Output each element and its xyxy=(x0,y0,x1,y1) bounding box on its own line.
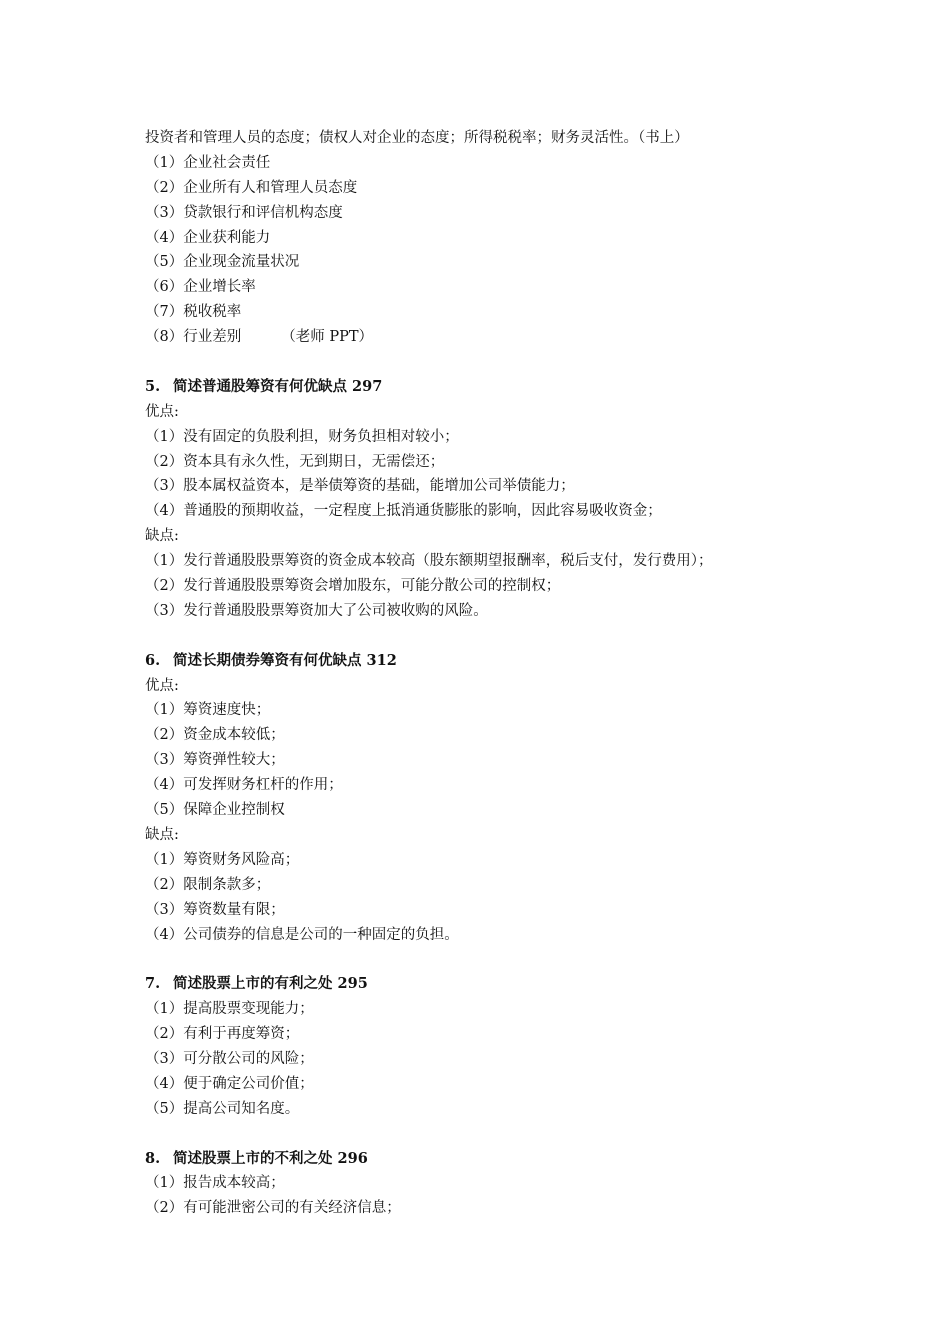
list-item: （3）筹资数量有限； xyxy=(145,901,285,918)
intro-line: 投资者和管理人员的态度；债权人对企业的态度；所得税税率；财务灵活性。（书上） xyxy=(145,130,689,146)
list-item: （6）企业增长率 xyxy=(145,279,256,296)
list-item: （7）税收税率 xyxy=(145,304,242,321)
list-item: （5）保障企业控制权 xyxy=(145,802,285,819)
list-item xyxy=(145,325,845,350)
list-item: （3）可分散公司的风险； xyxy=(145,1050,314,1067)
section-number: 8. xyxy=(145,1149,161,1167)
list-item: （1）报告成本较高； xyxy=(145,1175,285,1192)
document-page xyxy=(145,126,845,1221)
section-title: 简述股票上市的不利之处 296 xyxy=(173,1149,368,1167)
list-item: （2）有利于再度筹资； xyxy=(145,1026,300,1043)
cons-label: 缺点: xyxy=(145,528,179,545)
list-item-text: （8）行业差别 xyxy=(145,329,242,346)
list-item: （2）有可能泄密公司的有关经济信息； xyxy=(145,1200,401,1217)
section-heading xyxy=(145,1147,845,1172)
list-item: （1）发行普通股股票筹资的资金成本较高（股东额期望报酬率，税后支付，发行费用）； xyxy=(145,553,713,570)
list-item: （3）筹资弹性较大； xyxy=(145,752,285,769)
source-note: （老师 PPT） xyxy=(281,329,374,346)
list-item: （4）可发挥财务杠杆的作用； xyxy=(145,777,343,794)
section-number: 5. xyxy=(145,377,161,395)
list-item: （3）股本属权益资本，是举债筹资的基础，能增加公司举债能力； xyxy=(145,478,575,495)
list-item: （2）资金成本较低； xyxy=(145,727,285,744)
section-title: 简述股票上市的有利之处 295 xyxy=(173,975,368,993)
list-item: （4）普通股的预期收益，一定程度上抵消通货膨胀的影响，因此容易吸收资金； xyxy=(145,503,662,520)
list-item: （3）发行普通股股票筹资加大了公司被收购的风险。 xyxy=(145,602,488,619)
list-item: （5）企业现金流量状况 xyxy=(145,254,300,271)
section-title: 简述普通股筹资有何优缺点 297 xyxy=(173,377,383,395)
section-title: 简述长期债券筹资有何优缺点 312 xyxy=(173,651,397,669)
list-item: （2）发行普通股股票筹资会增加股东，可能分散公司的控制权； xyxy=(145,578,561,595)
list-item: （2）企业所有人和管理人员态度 xyxy=(145,179,358,196)
list-item: （1）没有固定的负股利担，财务负担相对较小； xyxy=(145,428,459,445)
list-item: （5）提高公司知名度。 xyxy=(145,1100,300,1117)
cons-label: 缺点: xyxy=(145,826,179,843)
section-heading xyxy=(145,649,845,674)
list-item: （4）便于确定公司价值； xyxy=(145,1075,314,1092)
pros-label: 优点: xyxy=(145,403,179,420)
list-item: （1）筹资速度快； xyxy=(145,702,271,719)
list-item: （1）筹资财务风险高； xyxy=(145,851,300,868)
section-heading xyxy=(145,375,845,400)
list-item: （3）贷款银行和评信机构态度 xyxy=(145,204,343,221)
section-heading xyxy=(145,972,845,997)
list-item: （1）提高股票变现能力； xyxy=(145,1001,314,1018)
pros-label: 优点: xyxy=(145,677,179,694)
list-item: （4）公司债券的信息是公司的一种固定的负担。 xyxy=(145,926,459,943)
list-item: （1）企业社会责任 xyxy=(145,154,271,171)
list-item: （2）限制条款多； xyxy=(145,876,271,893)
section-number: 6. xyxy=(145,651,161,669)
section-number: 7. xyxy=(145,975,161,993)
list-item: （4）企业获利能力 xyxy=(145,229,271,246)
list-item: （2）资本具有永久性，无到期日，无需偿还； xyxy=(145,453,445,470)
